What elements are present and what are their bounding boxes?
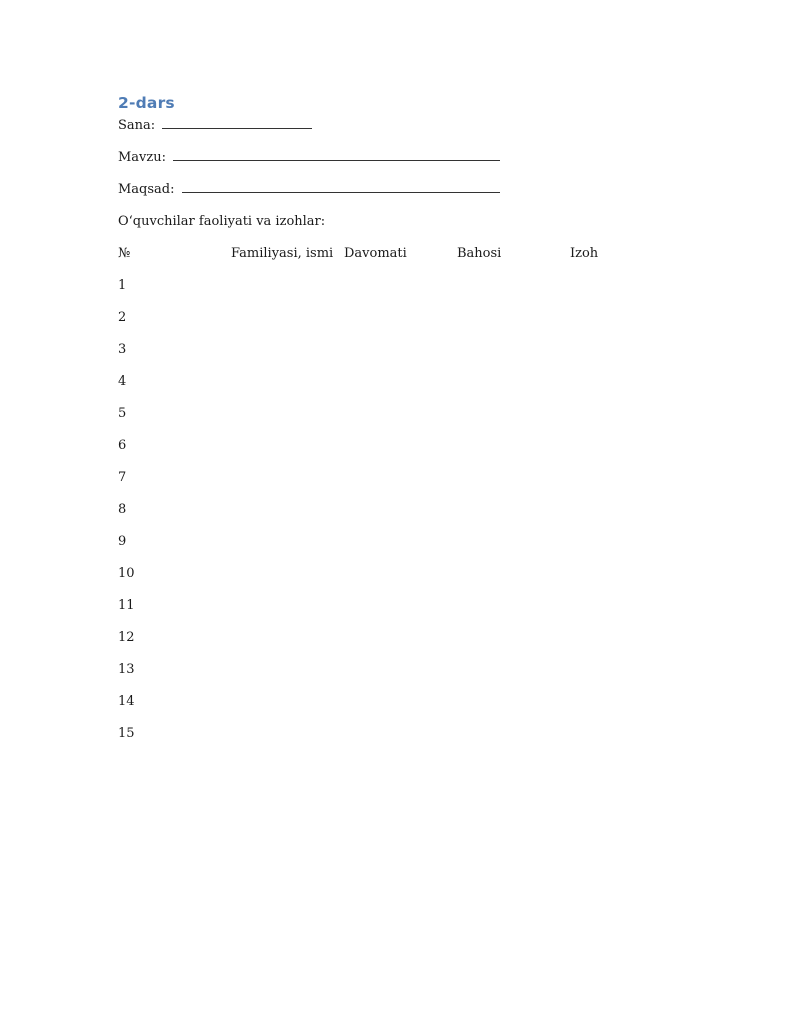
table-row (118, 501, 678, 533)
row-number: 4 (118, 374, 127, 389)
student-activity-label: O‘quvchilar faoliyati va izohlar: (118, 214, 326, 229)
row-number: 6 (118, 438, 127, 453)
table-row (118, 277, 678, 309)
header-number: № (118, 246, 131, 261)
table-row (118, 309, 678, 341)
table-header-row (118, 245, 678, 263)
table-row (118, 661, 678, 693)
row-number: 9 (118, 534, 127, 549)
student-rows (118, 277, 678, 757)
row-number: 12 (118, 630, 135, 645)
table-row (118, 469, 678, 501)
topic-field (118, 149, 500, 167)
topic-blank-line[interactable] (173, 149, 500, 161)
row-number: 7 (118, 470, 127, 485)
table-row (118, 405, 678, 437)
table-row (118, 373, 678, 405)
row-number: 3 (118, 342, 127, 357)
row-number: 10 (118, 566, 135, 581)
row-number: 11 (118, 598, 135, 613)
goal-label: Maqsad: (118, 182, 175, 197)
table-row (118, 725, 678, 757)
row-number: 2 (118, 310, 127, 325)
goal-field (118, 181, 500, 199)
table-row (118, 341, 678, 373)
table-row (118, 533, 678, 565)
table-row (118, 565, 678, 597)
row-number: 8 (118, 502, 127, 517)
date-blank-line[interactable] (162, 117, 312, 129)
row-number: 15 (118, 726, 135, 741)
row-number: 1 (118, 278, 127, 293)
row-number: 14 (118, 694, 135, 709)
header-grade: Bahosi (457, 246, 502, 261)
header-attendance: Davomati (344, 246, 407, 261)
table-row (118, 597, 678, 629)
header-name: Familiyasi, ismi (231, 246, 334, 261)
date-label: Sana: (118, 118, 156, 133)
row-number: 13 (118, 662, 135, 677)
table-row (118, 629, 678, 661)
topic-label: Mavzu: (118, 150, 167, 165)
row-number: 5 (118, 406, 127, 421)
goal-blank-line[interactable] (182, 181, 500, 193)
date-field (118, 117, 312, 135)
table-row (118, 437, 678, 469)
lesson-heading: 2-dars (118, 94, 175, 112)
table-row (118, 693, 678, 725)
header-note: Izoh (570, 246, 599, 261)
